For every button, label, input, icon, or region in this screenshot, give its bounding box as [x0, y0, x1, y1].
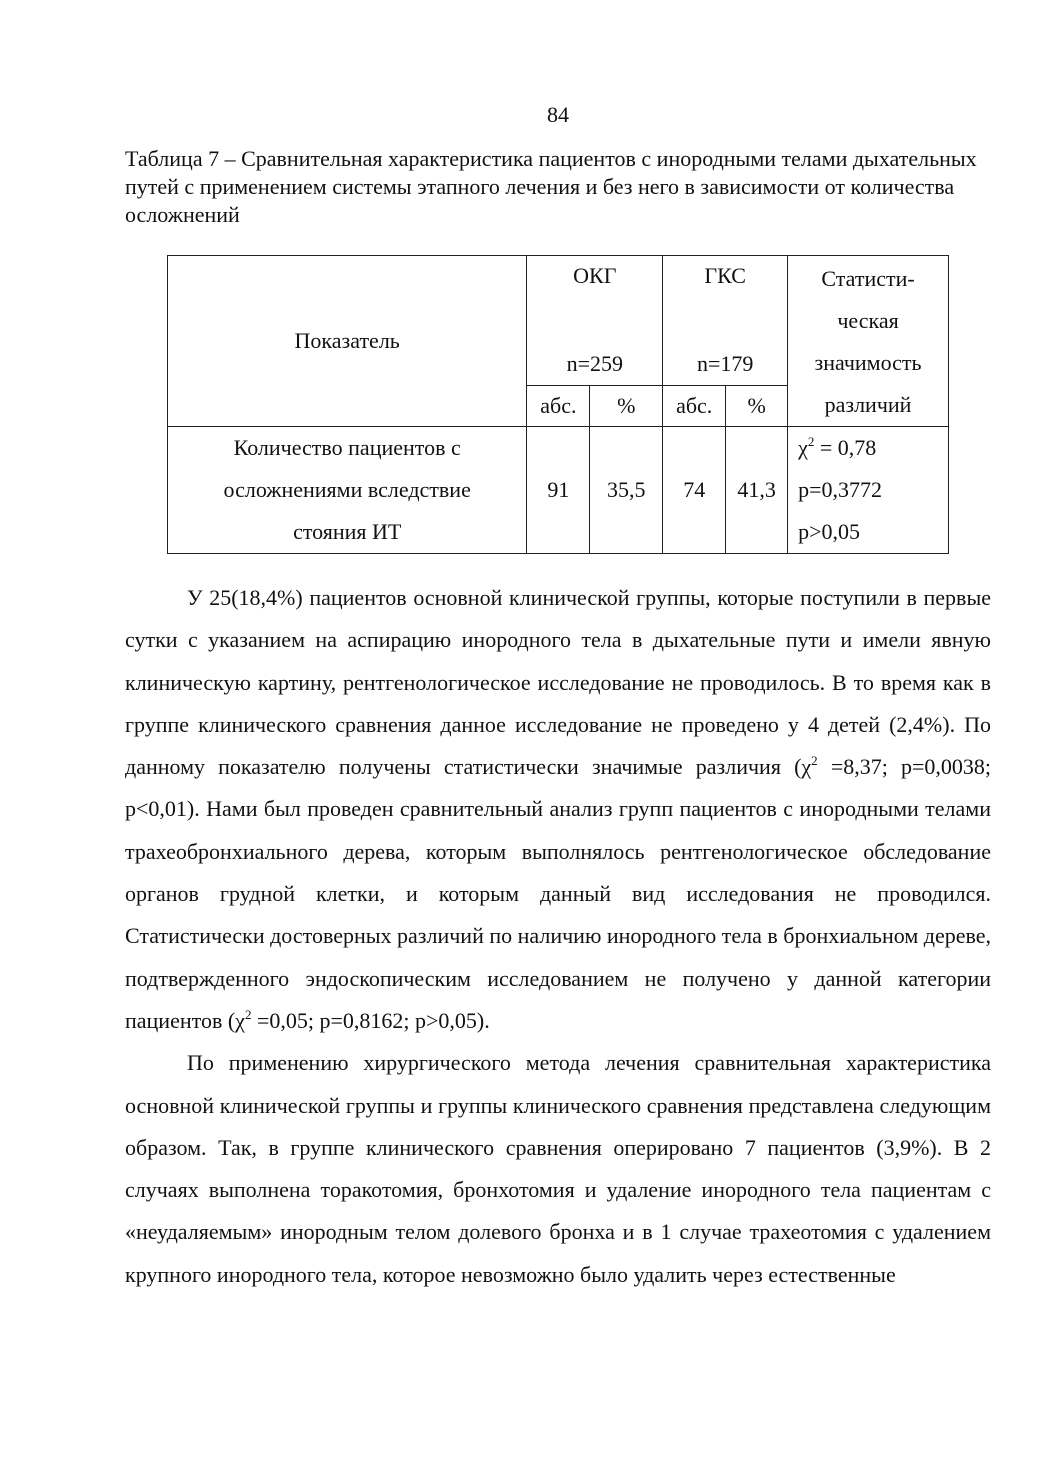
- paragraph-1-part-b: =8,37; p=0,0038; p<0,01). Нами был проведен сравнительный анализ групп пациентов с инородными телами трахеобронхиального дерева, которым выполнялось рентгенологическое обследование органов грудной клетки, и которым данный вид исследования не проводился. Статистически достоверных различий по наличию инородного тела в бронхиальном дереве, подтвержденного эндоскопическим исследованием не получено у данной категории пациентов (χ: [125, 754, 991, 1033]
- row-label-line: Количество пациентов с: [233, 435, 461, 460]
- cell-okg-abs: 91: [527, 427, 590, 554]
- subheader-okg-pct: %: [590, 385, 663, 426]
- paragraph-1-part-a: У 25(18,4%) пациентов основной клинической группы, которые поступили в первые сутки с указанием на аспирацию инородного тела в дыхательные пути и имели явную клиническую картину, рентгенологическое исследование не проводилось. В то время как в группе клинического сравнения данное исследование не проведено у 4 детей (2,4%). По данному показателю получены статистически значимые различия (χ: [125, 585, 991, 780]
- p-compare: p>0,05: [798, 519, 861, 544]
- superscript: 2: [244, 1006, 252, 1022]
- superscript: 2: [811, 753, 818, 769]
- p-value: p=0,3772: [798, 477, 883, 502]
- header-stat-significance: [788, 256, 949, 427]
- row-label-line: осложнениями вследствие: [223, 477, 471, 502]
- page-number: 84: [547, 102, 569, 127]
- table-row: [168, 427, 949, 554]
- cell-gks-pct: 41,3: [726, 427, 788, 554]
- chi-symbol: χ: [798, 435, 808, 460]
- data-table: [167, 255, 949, 554]
- stat-line: различий: [824, 392, 912, 417]
- subheader-gks-abs: абс.: [663, 385, 726, 426]
- chi-square-line: [798, 427, 948, 469]
- cell-stat: [788, 427, 949, 554]
- group-gks-n: n=179: [696, 351, 754, 376]
- group-gks-name: ГКС: [704, 263, 746, 288]
- subheader-okg-abs: абс.: [527, 385, 590, 426]
- cell-gks-abs: 74: [663, 427, 726, 554]
- paragraph-2: По применению хирургического метода лечения сравнительная характеристика основной клинической группы и группы клинического сравнения представлена следующим образом. Так, в группе клинического сравнения оперировано 7 пациентов (3,9%). В 2 случаях выполнена торакотомия, бронхотомия и удаление инородного тела пациентам с «неудаляемым» инородным телом долевого бронха и в 1 случае трахеотомия с удалением крупного инородного тела, которое невозможно было удалить через естественные: [125, 1050, 991, 1287]
- subheader-gks-pct: %: [726, 385, 788, 426]
- row-label-line: стояния ИТ: [293, 519, 402, 544]
- chi-superscript: 2: [807, 434, 815, 449]
- header-indicator: Показатель: [168, 256, 527, 427]
- paragraph-1: [125, 577, 991, 1042]
- cell-okg-pct: 35,5: [590, 427, 663, 554]
- header-group-okg: [527, 256, 663, 386]
- stat-line: значимость: [814, 350, 922, 375]
- group-okg-n: n=259: [566, 351, 624, 376]
- table-caption: Таблица 7 – Сравнительная характеристика пациентов с инородными телами дыхательных путей с применением системы этапного лечения и без него в зависимости от количества осложнений: [125, 146, 977, 227]
- stat-line: Статисти-: [821, 266, 915, 291]
- body-text: [125, 577, 991, 1296]
- group-okg-name: ОКГ: [573, 263, 617, 288]
- row-label: [168, 427, 527, 554]
- stat-line: ческая: [837, 308, 899, 333]
- paragraph-1-part-c: =0,05; p=0,8162; p>0,05).: [251, 1007, 490, 1033]
- header-group-gks: [663, 256, 788, 386]
- chi-value: = 0,78: [814, 435, 877, 460]
